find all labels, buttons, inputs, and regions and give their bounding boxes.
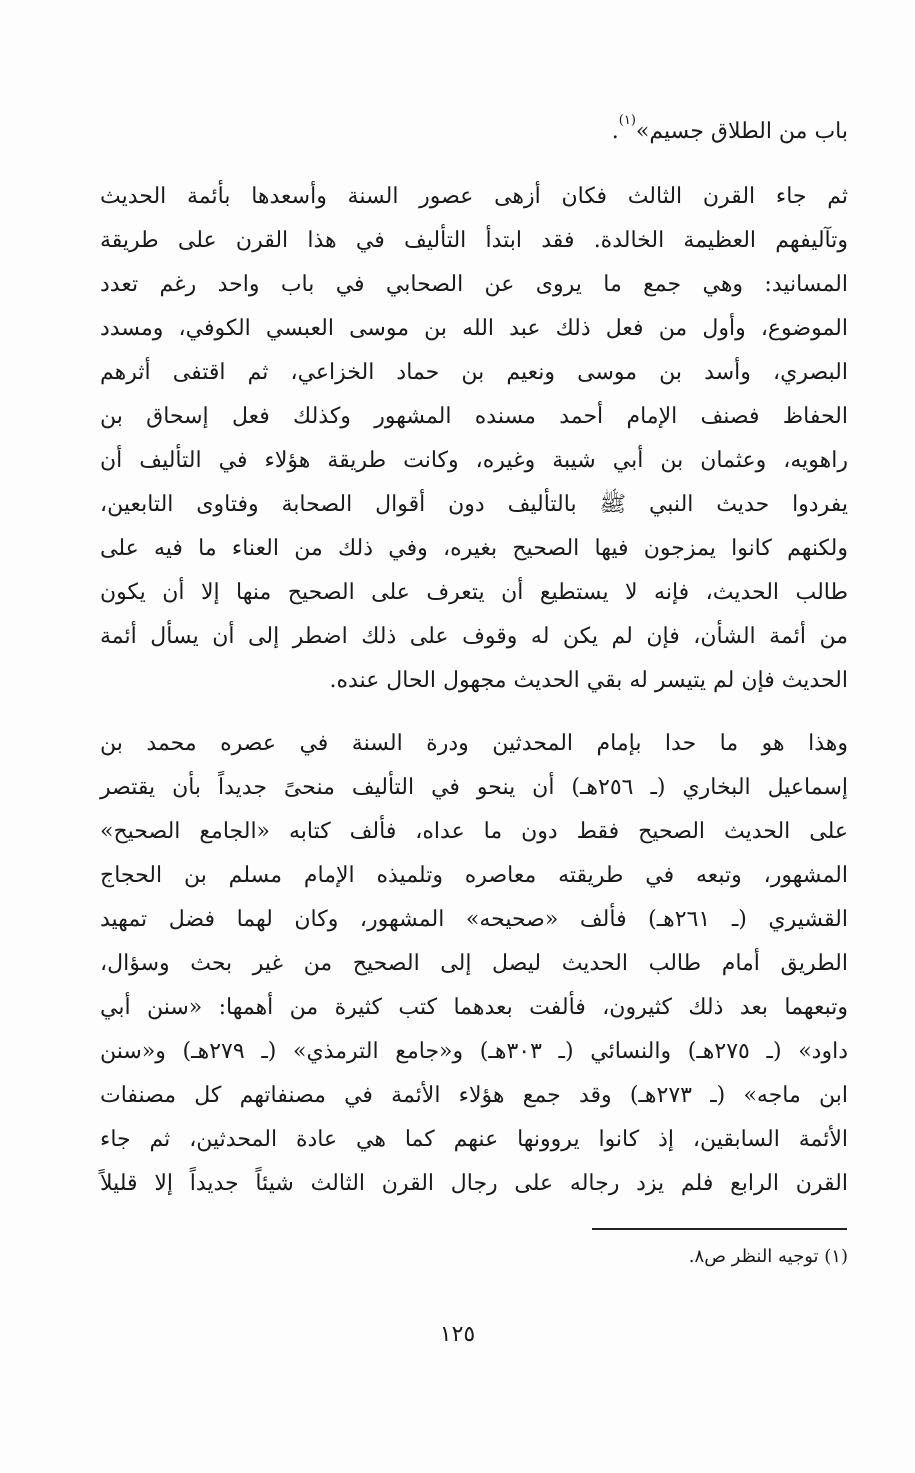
text-line: الموضوع، وأول من فعل ذلك عبد الله بن موسى العبسي الكوفي، ومسدد [100,316,848,341]
text-line: الحديث فإن لم يتيسر له بقي الحديث مجهول الحال عنده. [329,668,848,693]
footnote: (١) توجيه النظر ص٨. [688,1246,848,1267]
text-line: على الحديث الصحيح فقط دون ما عداه، فألف كتابه «الجامع الصحيح» [100,819,848,844]
text-line: البصري، وأسد بن موسى ونعيم بن حماد الخزاعي، ثم اقتفى أثرهم [100,360,848,385]
text-line: المسانيد: وهي جمع ما يروى عن الصحابي في باب واحد رغم تعدد [100,272,848,297]
text-line: القرن الرابع فلم يزد رجاله على رجال القرن الثالث شيئاً جديداً إلا قليلاً [100,1171,848,1196]
text-line: ابن ماجه» (ـ ٢٧٣هـ) وقد جمع هؤلاء الأئمة في مصنفاتهم كل مصنفات [100,1083,848,1108]
intro-line [100,110,848,154]
text-line: وهذا هو ما حدا بإمام المحدثين ودرة السنة في عصره محمد بن [100,731,848,756]
text-line: ولكنهم كانوا يمزجون فيها الصحيح بغيره، وفي ذلك من العناء ما فيه على [100,536,848,561]
text-line: وتبعهما بعد ذلك كثيرون، فألفت بعدهما كتب كثيرة من أهمها: «سنن أبي [100,995,848,1020]
text-line: الحفاظ فصنف الإمام أحمد مسنده المشهور وكذلك فعل إسحاق بن [100,404,848,429]
paragraph-third-century [100,175,848,703]
intro-period: . [611,119,619,144]
page-number: ١٢٥ [439,1322,476,1347]
paragraph-bukhari [100,722,848,1206]
text-line: يفردوا حديث النبي ﷺ بالتأليف دون أقوال الصحابة وفتاوى التابعين، [100,492,848,517]
footnote-separator [592,1228,847,1230]
text-line: الأئمة السابقين، إذ كانوا يروونها عنهم كما هي عادة المحدثين، ثم جاء [100,1127,848,1152]
text-line: وتآليفهم العظيمة الخالدة. فقد ابتدأ التأليف في هذا القرن على طريقة [100,228,848,253]
text-line: داود» (ـ ٢٧٥هـ) والنسائي (ـ ٣٠٣هـ) و«جامع الترمذي» (ـ ٢٧٩هـ) و«سنن [100,1039,848,1064]
text-line: ثم جاء القرن الثالث فكان أزهى عصور السنة وأسعدها بأئمة الحديث [100,184,848,209]
text-line: إسماعيل البخاري (ـ ٢٥٦هـ) أن ينحو في التأليف منحىً جديداً بأن يقتصر [100,775,848,800]
intro-text: باب من الطلاق جسيم» [635,119,848,144]
text-line: راهويه، وعثمان بن أبي شيبة وغيره، وكانت طريقة هؤلاء في التأليف أن [100,448,848,473]
text-line [100,110,848,154]
text-line: طالب الحديث، فإنه لا يستطيع أن يتعرف على الصحيح منها إلا أن يكون [100,580,848,605]
footnote-reference[interactable]: (١) [618,113,636,128]
text-line: القشيري (ـ ٢٦١هـ) فألف «صحيحه» المشهور، وكان لهما فضل تمهيد [100,907,848,932]
text-line: الطريق أمام طالب الحديث ليصل إلى الصحيح من غير بحث وسؤال، [100,951,848,976]
text-line: المشهور، وتبعه في طريقته معاصره وتلميذه الإمام مسلم بن الحجاج [100,863,848,888]
text-line: من أئمة الشأن، فإن لم يكن له وقوف على ذلك اضطر إلى أن يسأل أئمة [100,624,848,649]
